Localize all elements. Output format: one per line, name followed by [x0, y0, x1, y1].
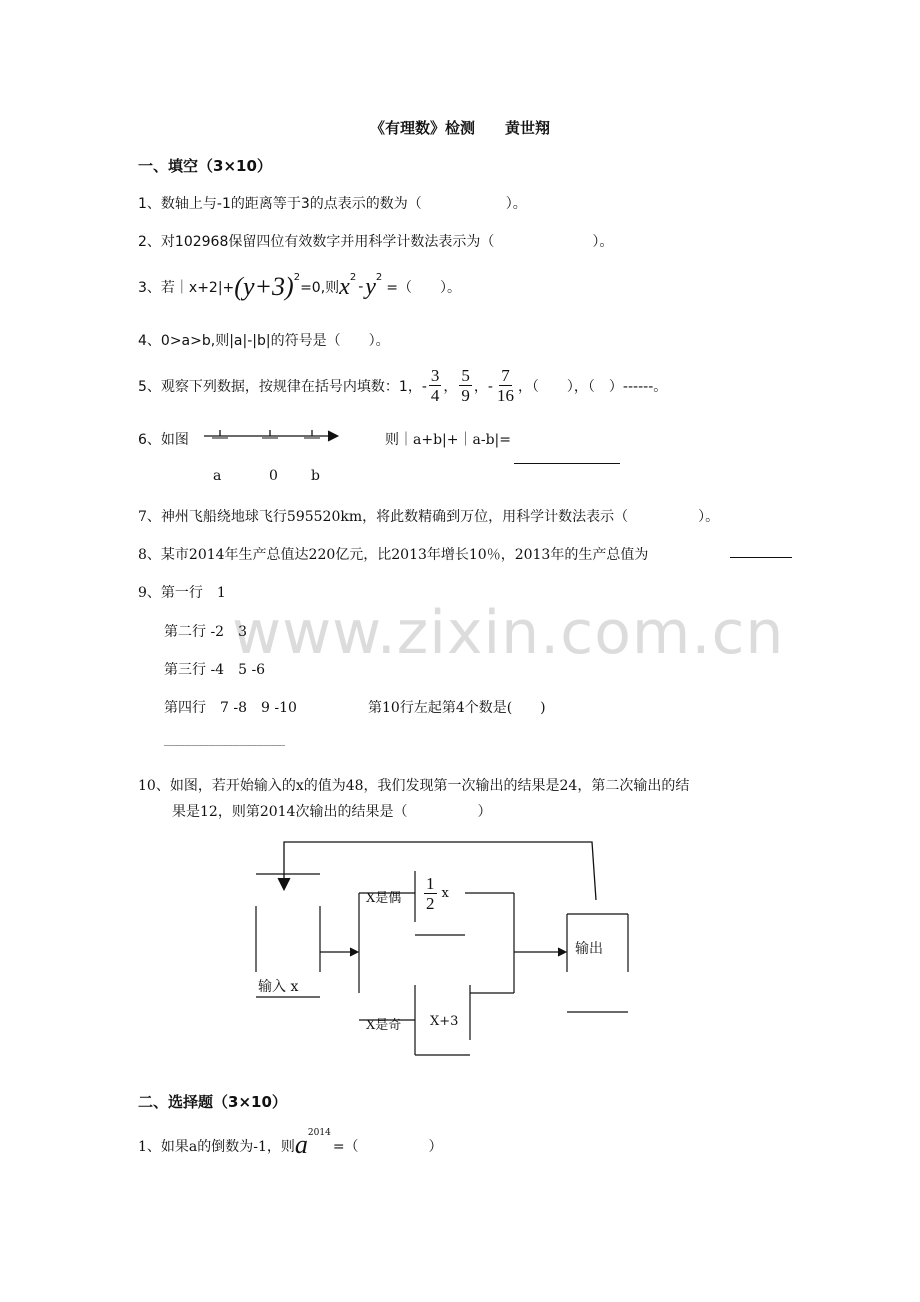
q5-sep2: ，- — [473, 378, 493, 395]
s2q1-a: a — [294, 1130, 308, 1159]
q5-fraction-1: $\frac{3}{4}$ — [430, 366, 440, 405]
question-7: 7、神州飞船绕地球飞行595520km，将此数精确到万位，用科学计数法表示（ ）。 — [138, 509, 720, 525]
q3-x: x — [339, 273, 350, 300]
q5-sep1: ， — [443, 378, 458, 395]
section2-heading: 二、选择题（3×10） — [138, 1093, 287, 1111]
q3-prefix: 3、若｜x+2|+ — [138, 280, 235, 296]
q3-minus: - — [358, 279, 364, 295]
q9-row2: 第二行 -2 3 — [164, 624, 247, 640]
flow-plus3-label: X+3 — [430, 1014, 459, 1029]
question-1: 1、数轴上与-1的距离等于3的点表示的数为（ ）。 — [138, 196, 527, 212]
question-4: 4、0>a>b,则|a|-|b|的符号是（ ）。 — [138, 333, 390, 349]
q3-x-exp: 2 — [349, 271, 357, 283]
flow-half-x-var: x — [441, 886, 449, 901]
watermark-text: www.zixin.com.cn — [232, 598, 785, 668]
section1-heading: 一、填空（3×10） — [138, 157, 272, 175]
q9-row1: 9、第一行 1 — [138, 585, 226, 601]
q9-row4: 第四行 7 -8 9 -10 — [164, 700, 297, 716]
q10-line1: 10、如图，若开始输入的x的值为48，我们发现第一次输出的结果是24，第二次输出的结 — [138, 778, 690, 794]
flow-half-fraction: $\frac{1}{2}$ — [426, 874, 435, 913]
q9-question: 第10行左起第4个数是( ) — [368, 700, 546, 716]
q5-fraction-3: $\frac{7}{16}$ — [496, 366, 514, 405]
flow-even-label: X是偶 — [366, 891, 402, 906]
section2-question-1 — [138, 1128, 443, 1159]
question-8: 8、某市2014年生产总值达220亿元，比2013年增长10％，2013年的生产总值为 — [138, 547, 649, 563]
q6-label-zero: 0 — [269, 468, 278, 484]
s2q1-prefix: 1、如果a的倒数为-1，则 — [138, 1139, 295, 1155]
flow-odd-label: X是奇 — [366, 1018, 402, 1033]
q3-mid: =0,则 — [300, 280, 340, 296]
q5-fraction-2: $\frac{5}{9}$ — [461, 366, 470, 405]
flow-output-label: 输出 — [575, 941, 603, 957]
q9-row3: 第三行 -4 5 -6 — [164, 662, 266, 678]
q6-label: 6、如图 — [138, 432, 189, 448]
q3-exp: 2 — [293, 271, 301, 283]
q9-dashes: ____________________ — [164, 733, 285, 746]
q6-label-b: b — [311, 468, 320, 484]
q6-expression: 则｜a+b|+｜a-b|= — [385, 432, 511, 448]
q5-suffix: ，（ ），（ ）------。 — [517, 378, 668, 395]
flow-input-label: 输入 x — [258, 979, 299, 995]
s2q1-suffix: =（ ） — [332, 1139, 443, 1155]
q3-suffix: =（ ）。 — [386, 280, 462, 296]
q3-y: y — [365, 273, 376, 300]
question-2: 2、对102968保留四位有效数字并用科学计数法表示为（ ）。 — [138, 234, 614, 250]
q3-paren-expr: (y+3) — [234, 272, 294, 301]
s2q1-exp: 2014 — [307, 1128, 331, 1138]
q3-y-exp: 2 — [375, 271, 383, 283]
q6-label-a: a — [213, 468, 222, 484]
q5-prefix: 5、观察下列数据，按规律在括号内填数：1，- — [138, 378, 427, 395]
q10-line2: 果是12，则第2014次输出的结果是（ ） — [172, 804, 492, 820]
page-title: 《有理数》检测 黄世翔 — [370, 119, 551, 137]
flow-half-x — [422, 874, 449, 913]
